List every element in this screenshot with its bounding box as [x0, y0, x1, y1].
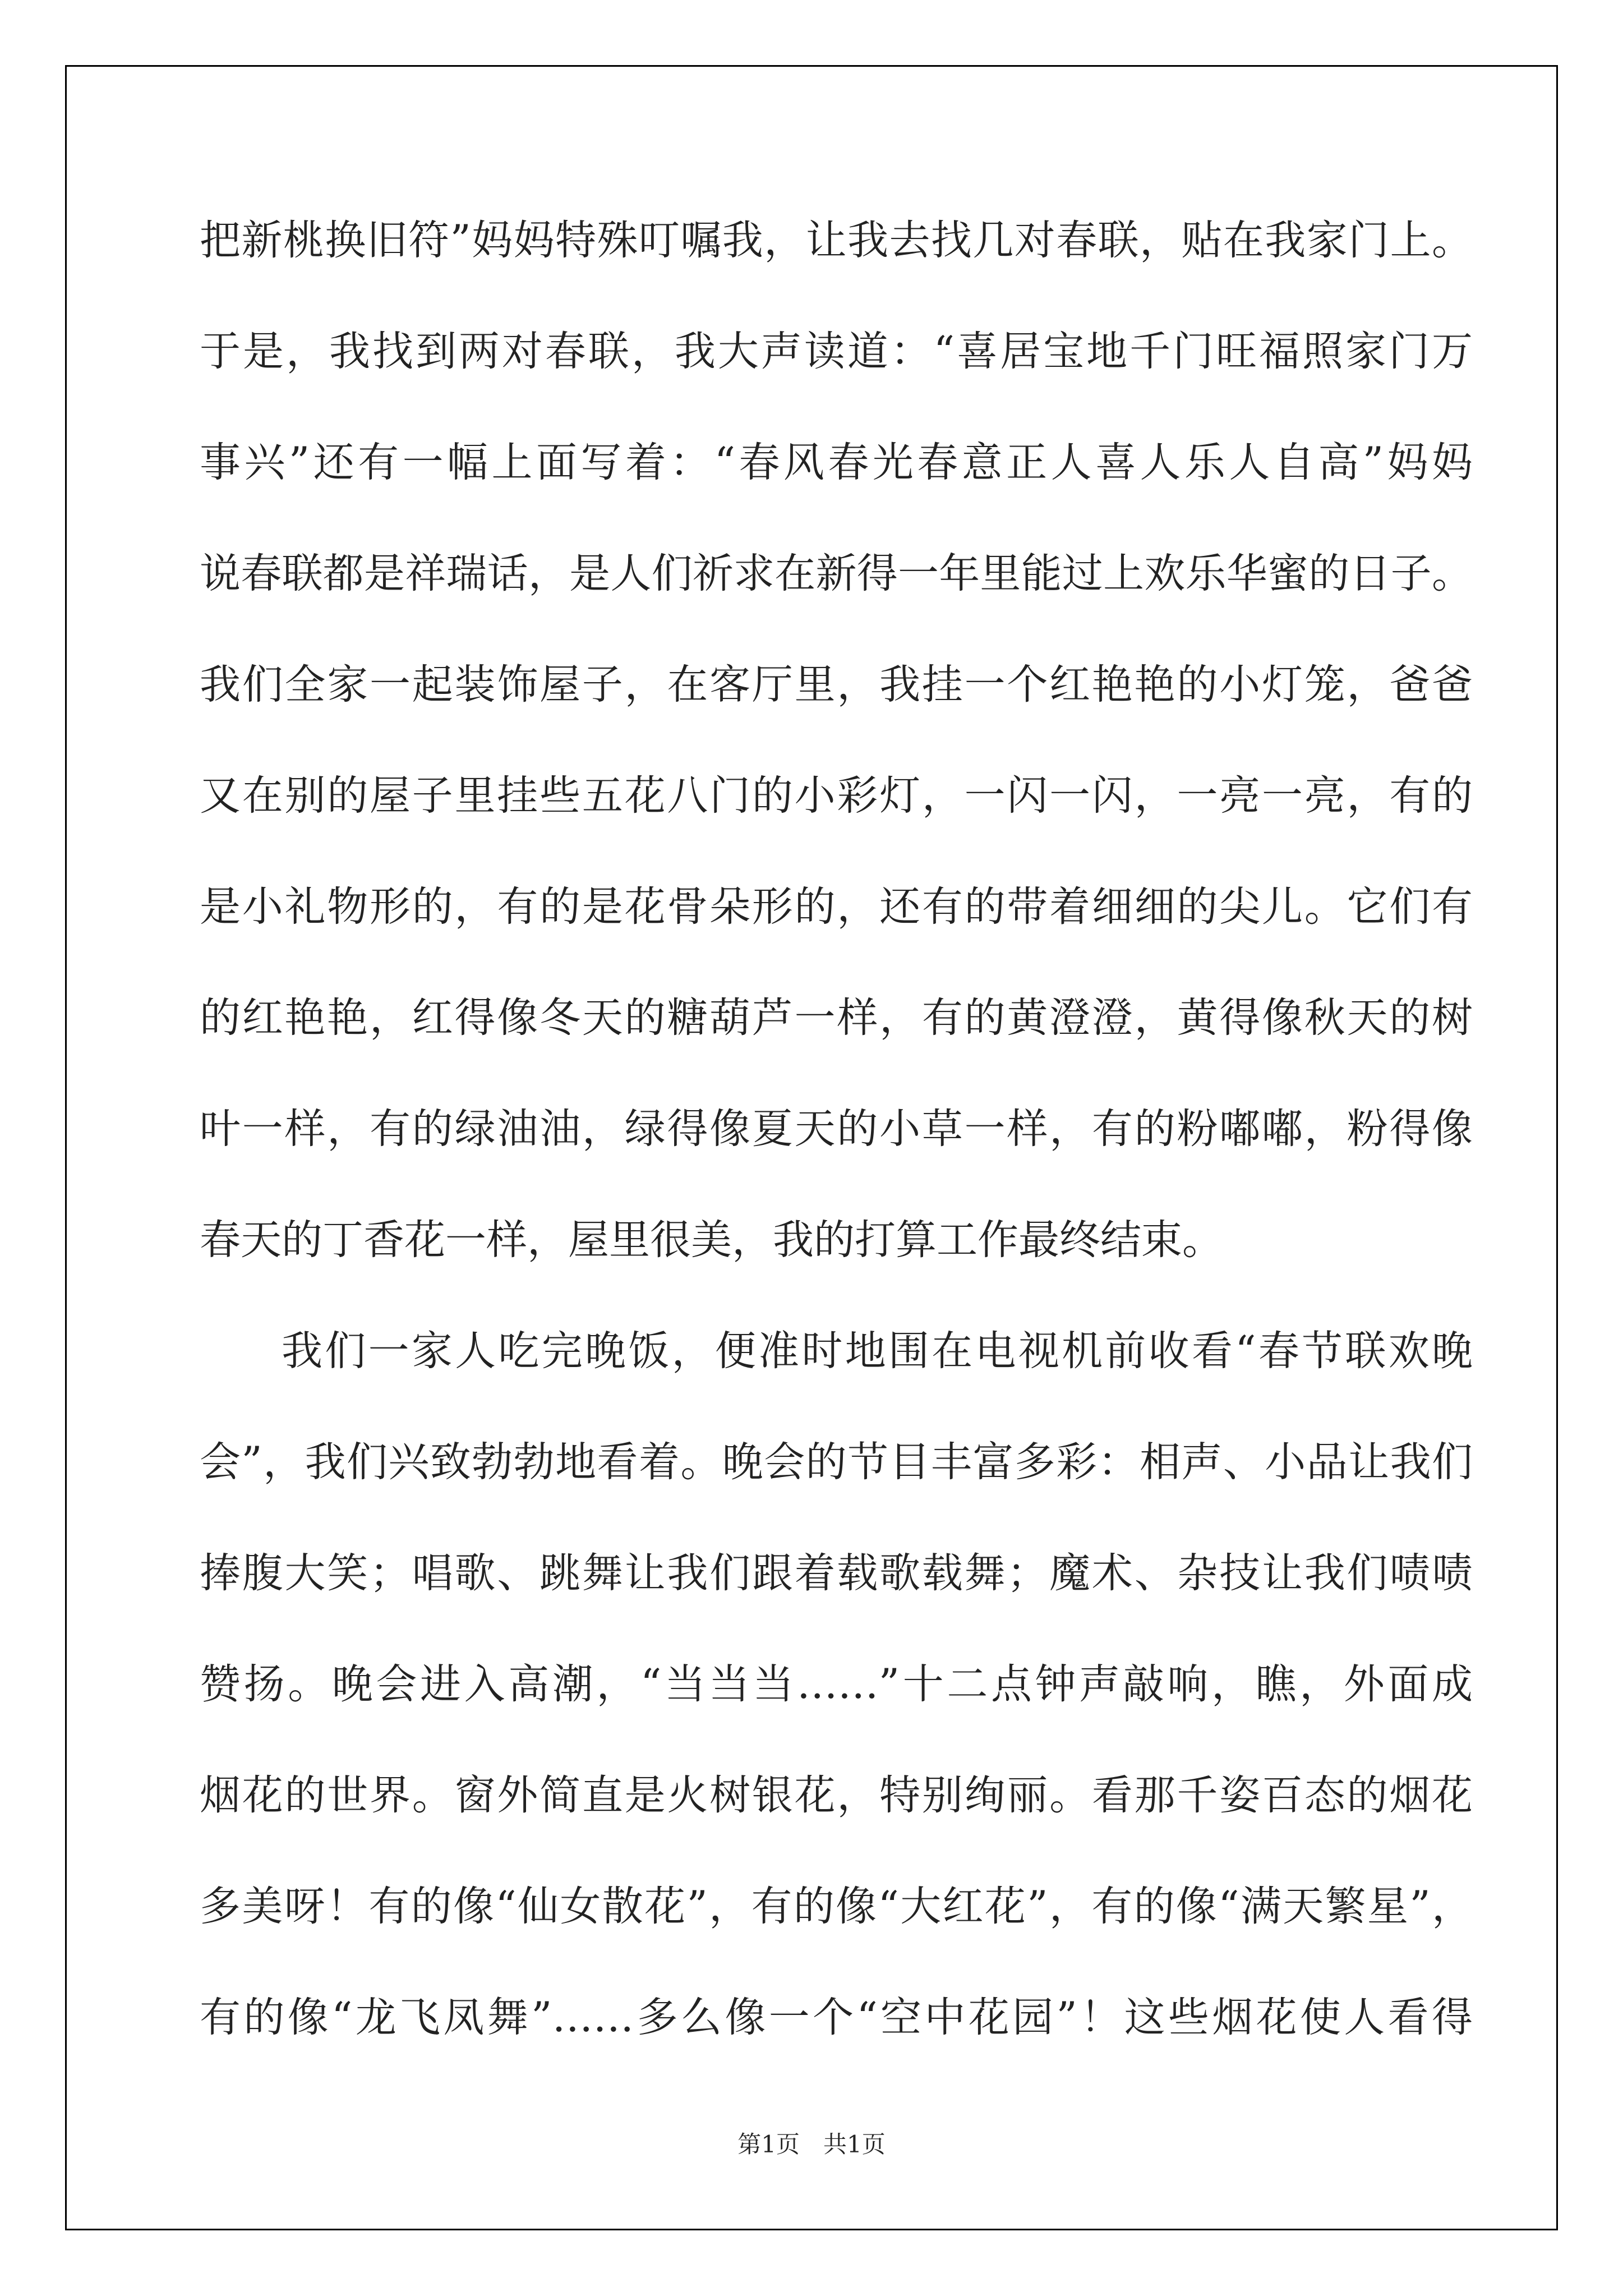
text-line: 是小礼物形的，有的是花骨朵形的，还有的带着细细的尖儿。它们有: [200, 883, 1473, 931]
text-line: 我们全家一起装饰屋子，在客厅里，我挂一个红艳艳的小灯笼，爸爸: [200, 661, 1473, 708]
text-line: 有的像“龙飞凤舞”……多么像一个“空中花园”！这些烟花使人看得: [200, 1994, 1473, 2041]
text-line: 叶一样，有的绿油油，绿得像夏天的小草一样，有的粉嘟嘟，粉得像: [200, 1105, 1473, 1153]
document-body: [200, 185, 1473, 2073]
page-number-footer: 第1页 共1页: [737, 2131, 886, 2158]
text-line: 的红艳艳，红得像冬天的糖葫芦一样，有的黄澄澄，黄得像秋天的树: [200, 994, 1473, 1042]
text-line: 多美呀！有的像“仙女散花”，有的像“大红花”，有的像“满天繁星”，: [200, 1883, 1473, 1930]
text-line: 烟花的世界。窗外简直是火树银花，特别绚丽。看那千姿百态的烟花: [200, 1772, 1473, 1819]
text-line: 春天的丁香花一样，屋里很美，我的打算工作最终结束。: [200, 1216, 1223, 1264]
text-line: 捧腹大笑；唱歌、跳舞让我们跟着载歌载舞；魔术、杂技让我们啧啧: [200, 1549, 1473, 1597]
text-line: 于是，我找到两对春联，我大声读道：“喜居宝地千门旺福照家门万: [200, 328, 1473, 375]
text-line: 把新桃换旧符”妈妈特殊叮嘱我，让我去找几对春联，贴在我家门上。: [200, 217, 1473, 264]
text-line: 赞扬。晚会进入高潮，“当当当……”十二点钟声敲响，瞧，外面成: [200, 1660, 1473, 1708]
text-line: 说春联都是祥瑞话，是人们祈求在新得一年里能过上欢乐华蜜的日子。: [200, 550, 1473, 597]
text-line: 又在别的屋子里挂些五花八门的小彩灯，一闪一闪，一亮一亮，有的: [200, 772, 1473, 820]
text-line: 事兴”还有一幅上面写着：“春风春光春意正人喜人乐人自高”妈妈: [200, 439, 1473, 486]
text-line: 会”，我们兴致勃勃地看着。晚会的节目丰富多彩：相声、小品让我们: [200, 1438, 1473, 1486]
text-line: 我们一家人吃完晚饭，便准时地围在电视机前收看“春节联欢晚: [282, 1327, 1473, 1375]
